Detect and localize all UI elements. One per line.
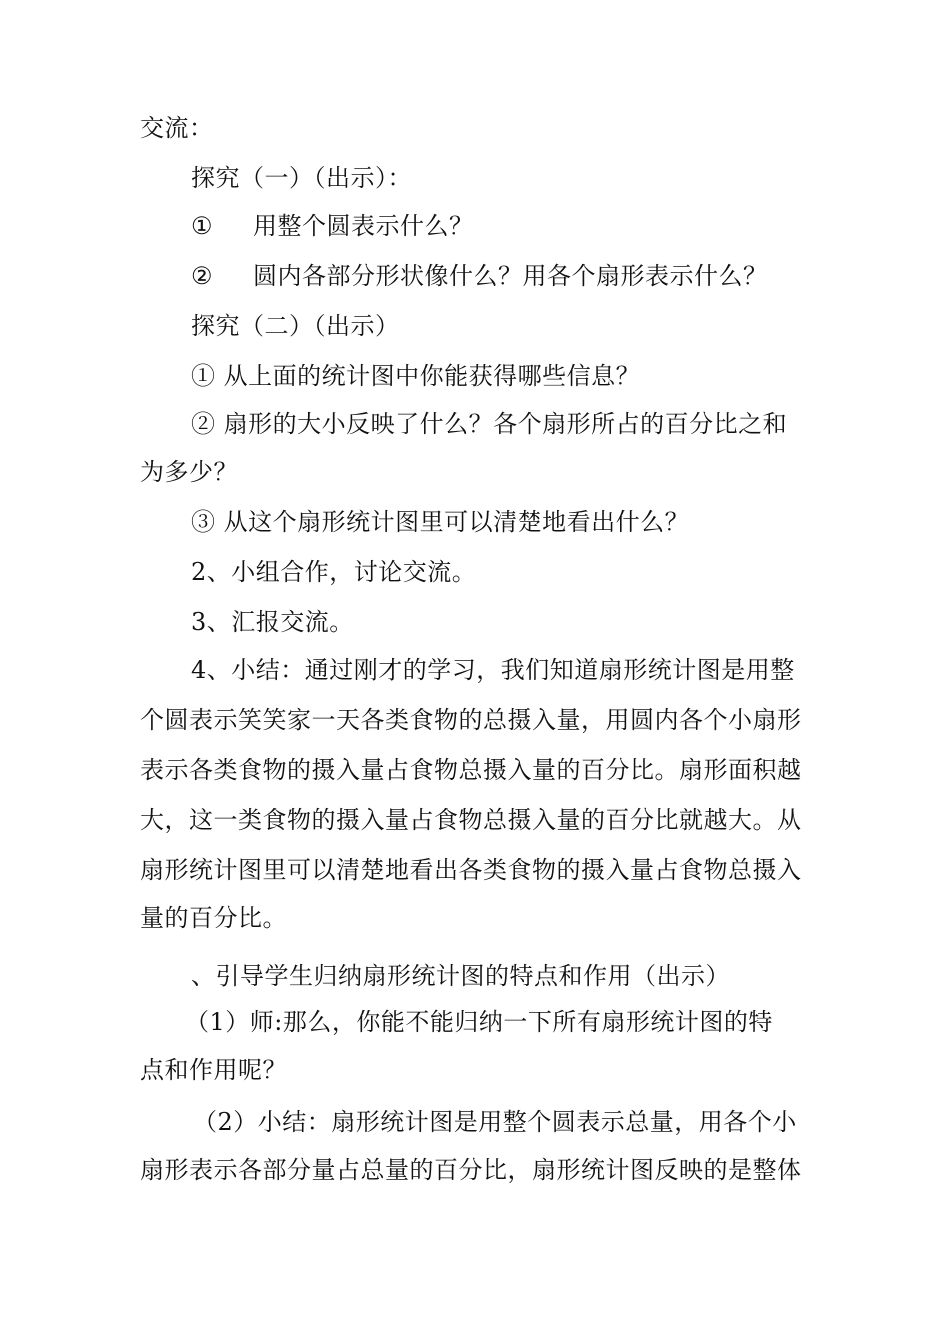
text-line: （2）小结：扇形统计图是用整个圆表示总量，用各个小	[193, 1108, 797, 1136]
text-line: 探究（二）（出示）	[191, 312, 400, 340]
text-line: ① 从上面的统计图中你能获得哪些信息？	[191, 362, 641, 390]
text-line: 扇形统计图里可以清楚地看出各类食物的摄入量占食物总摄入	[140, 856, 802, 884]
text-line: ② 扇形的大小反映了什么？各个扇形所占的百分比之和	[191, 410, 788, 438]
text-line: ③ 从这个扇形统计图里可以清楚地看出什么？	[191, 508, 690, 536]
item-marker: ②	[191, 262, 214, 290]
text-line: 为多少？	[140, 458, 238, 486]
text-line: 表示各类食物的摄入量占食物总摄入量的百分比。扇形面积越	[140, 756, 802, 784]
text-line: （1）师:那么，你能不能归纳一下所有扇形统计图的特	[185, 1008, 773, 1036]
text-line: 探究（一）（出示）：	[191, 164, 412, 192]
text-line: 、引导学生归纳扇形统计图的特点和作用（出示）	[191, 962, 730, 990]
text-line: 扇形表示各部分量占总量的百分比，扇形统计图反映的是整体	[140, 1156, 802, 1184]
text-line: 4、小结：通过刚才的学习，我们知道扇形统计图是用整	[191, 656, 795, 684]
text-line: 个圆表示笑笑家一天各类食物的总摄入量，用圆内各个小扇形	[140, 706, 802, 734]
text-line: 量的百分比。	[140, 904, 287, 932]
list-item	[191, 261, 768, 291]
list-item	[191, 211, 474, 241]
item-text: 圆内各部分形状像什么？用各个扇形表示什么？	[253, 262, 768, 290]
text-line: 大，这一类食物的摄入量占食物总摄入量的百分比就越大。从	[140, 806, 802, 834]
text-line: 交流：	[140, 114, 214, 142]
item-marker: ①	[191, 212, 214, 240]
text-line: 2、小组合作，讨论交流。	[191, 558, 477, 586]
text-line: 3、汇报交流。	[191, 608, 354, 636]
text-line: 点和作用呢？	[140, 1056, 287, 1084]
item-text: 用整个圆表示什么？	[253, 212, 474, 240]
